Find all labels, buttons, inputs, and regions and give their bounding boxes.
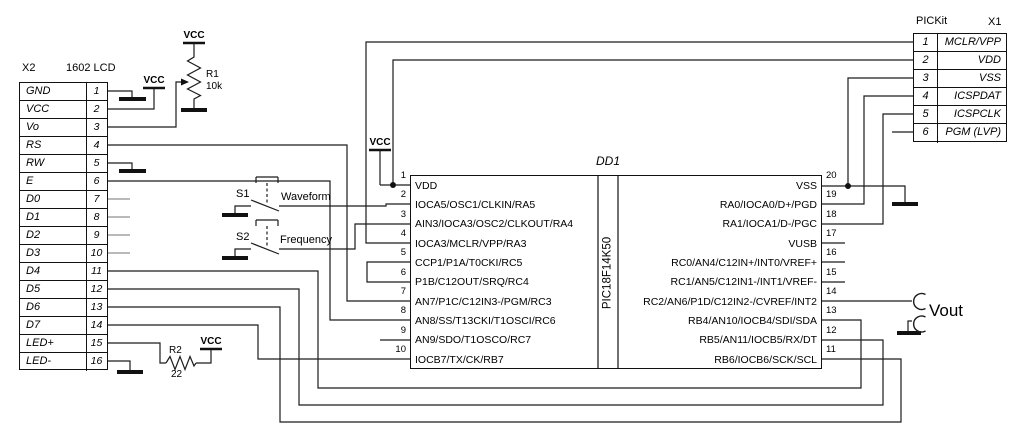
wire-e-rc6 (108, 181, 410, 320)
pickit-pin-row (914, 70, 1006, 88)
lcd-pin-name: D1 (20, 209, 87, 226)
lcd-pin-row (20, 173, 107, 191)
junction-dot-vss (845, 183, 851, 189)
lcd-pin-number: 15 (90, 337, 103, 349)
pickit-pin-name: VDD (977, 54, 1001, 67)
pushbutton-s1 (251, 177, 279, 211)
lcd-pin-number: 5 (93, 157, 100, 169)
wire-ledminus-gnd (108, 361, 130, 370)
lcd-pin-row (20, 335, 107, 353)
pickit-title: PICKit (916, 15, 948, 27)
lcd-pin-name: RW (20, 155, 87, 172)
r2-value: 22 (171, 369, 183, 380)
lcd-pin-name: D0 (20, 191, 87, 208)
lcd-pin-row (20, 101, 107, 119)
lcd-pin-row (20, 209, 107, 227)
lcd-pin-number: 2 (93, 103, 100, 115)
lcd-pin-number: 10 (90, 247, 103, 259)
mcu-pin-number: 17 (826, 228, 837, 239)
pushbutton-s2 (251, 220, 279, 254)
lcd-unused-stubs (108, 199, 130, 253)
pickit-pin-number: 4 (914, 88, 938, 105)
lcd-pin-name: D6 (20, 299, 87, 316)
s1-cap (256, 177, 278, 183)
pickit-pin-row (914, 88, 1006, 106)
mcu-pin-label: VUSB (788, 237, 817, 250)
pickit-pin-number: 3 (914, 70, 938, 87)
vcc-label: VCC (143, 75, 165, 86)
pickit-pin-name: ICSPCLK (953, 108, 1001, 121)
mcu-pin-number: 6 (400, 267, 406, 278)
s1-function-label: Waveform (281, 191, 331, 203)
lcd-pin-number: 16 (90, 355, 103, 367)
lcd-pin-row (20, 245, 107, 263)
lcd-pin-row (20, 83, 107, 101)
mcu-right-pin-labels (617, 177, 817, 370)
wire-rw-gnd (108, 163, 132, 169)
mcu-pin-label: RB6/IOCB6/SCK/SCL (714, 353, 817, 366)
mcu-pin-label: RB4/AN10/IOCB4/SDI/SDA (688, 314, 817, 327)
s2-function-label: Frequency (280, 234, 332, 246)
wire-icspdat (822, 96, 913, 204)
wire-ledplus-r2 (108, 343, 166, 363)
pickit-pin-number: 5 (914, 106, 938, 123)
mcu-pin-number: 20 (826, 170, 837, 181)
junction-dot-vdd (390, 182, 396, 188)
lcd-pin-row (20, 137, 107, 155)
mcu-pin-label: RA0/IOCA0/D+/PGD (719, 198, 817, 211)
vout-gnd-arc (914, 316, 926, 332)
lcd-pin-number: 3 (93, 121, 100, 133)
mcu-pin-number: 19 (826, 189, 837, 200)
mcu-pin-number: 12 (826, 325, 837, 336)
resistor-r2 (166, 357, 196, 370)
mcu-pin-label: AN7/P1C/C12IN3-/PGM/RC3 (415, 295, 552, 308)
vout-connector (914, 294, 926, 333)
mcu-pin-number: 9 (400, 325, 406, 336)
lcd-pin-row (20, 191, 107, 209)
s2-ref: S2 (236, 231, 250, 243)
lcd-pin-row (20, 227, 107, 245)
lcd-pin-name: E (20, 173, 87, 190)
pickit-pin-number: 6 (914, 124, 938, 142)
lcd-pin-row (20, 317, 107, 335)
lcd-pin-name: LED- (20, 353, 87, 371)
r2-ref: R2 (169, 345, 182, 356)
vout-label: Vout (929, 301, 964, 320)
wire-d7-rb7 (108, 325, 410, 359)
pickit-pin-number: 1 (914, 34, 938, 51)
mcu-pin-label: AN8/SS/T13CKI/T1OSCI/RC6 (415, 314, 556, 327)
mcu-part-number: PIC18F14K50 (601, 236, 614, 310)
pickit-pin-row (914, 124, 1006, 142)
vcc-label: VCC (200, 336, 222, 347)
mcu-pin-number: 15 (826, 267, 837, 278)
pickit-connector (913, 33, 1007, 142)
pickit-pin-row (914, 52, 1006, 70)
pickit-pin-name: VSS (978, 72, 1001, 85)
lcd-pin-name: VCC (20, 101, 87, 118)
mcu-pin-label: CCP1/P1A/T0CKI/RC5 (415, 256, 523, 269)
lcd-pin-number: 7 (93, 193, 100, 205)
mcu-pin-number: 18 (826, 209, 837, 220)
vcc-label: VCC (183, 30, 205, 41)
lcd-pin-number: 13 (90, 301, 103, 313)
lcd-pin-name: D4 (20, 263, 87, 280)
mcu-pin-label: RA1/IOCA1/D-/PGC (722, 218, 817, 231)
wire-rs-rc3 (108, 145, 410, 301)
wire-r2-vcc (196, 350, 211, 363)
mcu-pin-label: AIN3/IOCA3/OSC2/CLKOUT/RA4 (415, 218, 574, 231)
s2-cap (256, 220, 278, 226)
mcu-pin-number: 14 (826, 286, 837, 297)
vcc-label: VCC (369, 137, 391, 148)
lcd-pin-row (20, 281, 107, 299)
pickit-pin-number: 2 (914, 52, 938, 69)
vout-pin-arc (914, 294, 926, 310)
resistor-r1 (188, 43, 201, 108)
mcu-pin-label: RC1/AN5/C12IN1-/INT1/VREF- (670, 276, 817, 289)
lcd-pin-number: 4 (93, 139, 100, 151)
lcd-pin-number: 9 (93, 229, 100, 241)
pickit-pin-name: PGM (LVP) (945, 126, 1001, 139)
mcu-pin-label: RB5/AN11/IOCB5/RX/DT (699, 334, 817, 347)
mcu-left-pin-labels (415, 177, 595, 370)
mcu-pin-number: 8 (400, 305, 406, 316)
mcu-pin-label: RC2/AN6/P1D/C12IN2-/CVREF/INT2 (643, 295, 817, 308)
mcu-pin-number: 4 (400, 228, 406, 239)
mcu-pin-number: 13 (826, 305, 837, 316)
wire-icspclk (822, 114, 913, 224)
wire-pickit-vdd (393, 60, 913, 185)
mcu-pin-number: 3 (400, 209, 406, 220)
lcd-pin-name: Vo (20, 119, 87, 136)
lcd-connector (19, 82, 108, 370)
mcu-pin-label: VSS (795, 179, 817, 192)
mcu-pin-number: 7 (400, 286, 406, 297)
r1-wiper-arrow (181, 79, 189, 86)
lcd-pin-row (20, 263, 107, 281)
pickit-pin-row (914, 34, 1006, 52)
lcd-pin-row (20, 155, 107, 173)
lcd-pin-name: D7 (20, 317, 87, 334)
s2-lever (251, 243, 279, 254)
mcu-pin-number: 5 (400, 247, 406, 258)
lcd-ref: X2 (22, 62, 36, 74)
r1-value: 10k (206, 81, 223, 92)
lcd-title: 1602 LCD (66, 62, 116, 74)
lcd-pin-row (20, 353, 107, 371)
pickit-ref: X1 (988, 16, 1002, 28)
lcd-pin-number: 12 (90, 283, 103, 295)
mcu-pin-number: 1 (400, 170, 406, 181)
mcu-pin-label: IOCB7/TX/CK/RB7 (415, 353, 504, 366)
r1-ref: R1 (206, 69, 219, 80)
lcd-pin-name: D3 (20, 245, 87, 262)
mcu-pin-number: 11 (826, 344, 836, 355)
wire-vout-gnd (908, 321, 912, 331)
mcu-pin-label: VDD (415, 179, 438, 192)
mcu-body (410, 175, 822, 369)
s1-ref: S1 (236, 188, 250, 200)
lcd-pin-name: RS (20, 137, 87, 154)
mcu-pin-label: RC0/AN4/C12IN+/INT0/VREF+ (671, 256, 817, 269)
s1-lever (251, 200, 279, 211)
lcd-pin-number: 11 (91, 265, 102, 277)
mcu-pin-label: IOCA3/MCLR/VPP/RA3 (415, 237, 527, 250)
mcu-pin-label: AN9/SDO/T1OSCO/RC7 (415, 334, 532, 347)
mcu-pin-label: IOCA5/OSC1/CLKIN/RA5 (415, 198, 536, 211)
lcd-pin-number: 1 (93, 85, 100, 97)
pickit-pin-name: MCLR/VPP (944, 36, 1001, 48)
lcd-pin-name: D2 (20, 227, 87, 244)
mcu-ref: DD1 (596, 154, 621, 168)
mcu-pin-label: P1B/C12OUT/SRQ/RC4 (415, 276, 529, 289)
lcd-pin-name: D5 (20, 281, 87, 298)
mcu-pin-number: 16 (826, 247, 837, 258)
lcd-pin-name: GND (20, 83, 87, 100)
pickit-pin-name: ICSPDAT (954, 90, 1001, 103)
lcd-pin-row (20, 119, 107, 137)
lcd-pin-row (20, 299, 107, 317)
wire-lcd-gnd (108, 91, 132, 97)
mcu-pin-number: 2 (400, 189, 406, 200)
lcd-pin-number: 14 (90, 319, 103, 331)
lcd-pin-name: LED+ (20, 335, 87, 352)
lcd-pin-number: 8 (93, 211, 100, 223)
pickit-pin-row (914, 106, 1006, 124)
mcu-pin-number: 10 (395, 344, 406, 355)
lcd-pin-number: 6 (93, 175, 100, 187)
